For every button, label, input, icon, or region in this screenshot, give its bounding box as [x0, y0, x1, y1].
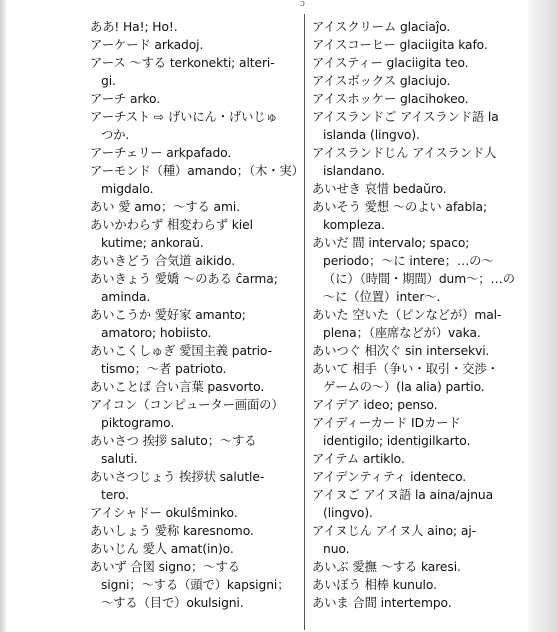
entry-continuation-line: piktogramo. — [101, 416, 175, 430]
entry-line: あいせき 哀惜 bedaŭro. — [312, 182, 447, 196]
entry-line: あいそう 愛想 ～のよい afabla; — [312, 200, 487, 214]
entry-line: あいぼう 相棒 kunulo. — [312, 578, 437, 592]
entry-continuation-line: つか. — [101, 128, 130, 142]
entry-line: アイスランドじん アイスランド人 — [312, 146, 497, 160]
entry-continuation-line: saluti. — [101, 452, 138, 466]
entry-line: あいつぐ 相次ぐ sin intersekvi. — [312, 344, 490, 358]
entry-continuation-line: ～する（目で）okulsigni. — [101, 596, 244, 610]
entry-line: あいた 空いた（ピンなどが）mal- — [312, 308, 502, 322]
entry-continuation-line: periodo；～に intere；…の～ — [323, 254, 494, 268]
entry-line: あい 愛 amo；～する ami. — [90, 200, 240, 214]
entry-continuation-line: plena；（座席などが）vaka. — [323, 326, 481, 340]
entry-continuation-line: kutime; ankoraŭ. — [101, 236, 204, 250]
entry-line: アイスコーヒー glaciigita kafo. — [312, 38, 488, 52]
entry-continuation-line: ゲームの～）(la alia) partio. — [323, 380, 485, 394]
entry-continuation-line: gi. — [101, 74, 116, 88]
entry-line: アイテム artiklo. — [312, 452, 405, 466]
entry-line: あいきどう 合気道 aikido. — [90, 254, 236, 268]
page-top-mark: ɔ — [300, 0, 305, 9]
entry-line: アイヌご アイヌ語 la aina/ajnua — [312, 488, 494, 502]
entry-line: アース ～する terkonekti; alteri- — [90, 56, 275, 70]
entry-continuation-line: signi；～する（頭で）kapsigni； — [101, 578, 290, 592]
entry-line: アーケード arkadoj. — [90, 38, 204, 52]
entry-line: あいこうか 愛好家 amanto; — [90, 308, 246, 322]
entry-line: あいきょう 愛嬌 ～のある ĉarma; — [90, 272, 278, 286]
entry-line: あいぶ 愛撫 ～する karesi. — [312, 560, 461, 574]
entry-line: アーチスト ⇨ げいにん・げいじゅ — [90, 110, 278, 124]
entry-continuation-line: amatoro; hobiisto. — [101, 326, 212, 340]
entry-line: アイスランドご アイスランド語 la — [312, 110, 499, 124]
entry-line: アイディーカード IDカード — [312, 416, 461, 430]
entry-line: あいかわらず 相変わらず kiel — [90, 218, 253, 232]
viewer-right-edge — [528, 0, 558, 632]
entry-line: アーモンド（種）amando；（木・実） — [90, 164, 304, 178]
entry-continuation-line: identigilo; identigilkarto. — [323, 434, 471, 448]
column-divider — [304, 14, 305, 630]
entry-line: あいま 合間 intertempo. — [312, 596, 452, 610]
right-column — [312, 18, 526, 612]
left-column — [90, 18, 304, 612]
entry-line: アイコン（コンピューター画面の） — [90, 398, 284, 412]
entry-continuation-line: (lingvo). — [323, 506, 373, 520]
entry-line: あいて 相手（争い・取引・交渉・ — [312, 362, 499, 376]
entry-line: アイスホッケー glacihokeo. — [312, 92, 469, 106]
entry-line: アーチ arko. — [90, 92, 161, 106]
entry-line: あいしょう 愛称 karesnomo. — [90, 524, 254, 538]
entry-continuation-line: tero. — [101, 488, 129, 502]
entry-continuation-line: ～に（位置）inter～. — [323, 290, 441, 304]
entry-line: アイスクリーム glaciaĵo. — [312, 20, 451, 34]
entry-line: アイデンティティ identeco. — [312, 470, 467, 484]
entry-line: あいことば 合い言葉 pasvorto. — [90, 380, 265, 394]
entry-line: アイスティー glaciigita teo. — [312, 56, 469, 70]
entry-line: アイデア ideo; penso. — [312, 398, 438, 412]
entry-line: あいだ 間 intervalo; spaco; — [312, 236, 470, 250]
entry-line: あいさつじょう 挨拶状 salutle- — [90, 470, 265, 484]
entry-continuation-line: （に）（時間・期間）dum～；…の — [323, 272, 515, 286]
entry-line: あいこくしゅぎ 愛国主義 patrio- — [90, 344, 272, 358]
entry-line: あいじん 愛人 amat(in)o. — [90, 542, 234, 556]
entry-line: ああ! Ha!; Ho!. — [90, 20, 178, 34]
entry-continuation-line: kompleza. — [323, 218, 385, 232]
entry-continuation-line: nuo. — [323, 542, 350, 556]
entry-line: アーチェリー arkpafado. — [90, 146, 232, 160]
entry-continuation-line: islanda (lingvo). — [323, 128, 420, 142]
entry-line: あいず 合図 signo；～する — [90, 560, 240, 574]
entry-line: アイシャドー okulŝminko. — [90, 506, 238, 520]
entry-line: あいさつ 挨拶 saluto；～する — [90, 434, 257, 448]
entry-line: アイスボックス glaciujo. — [312, 74, 451, 88]
dictionary-page — [6, 0, 528, 632]
entry-line: アイヌじん アイヌ人 aino; aj- — [312, 524, 476, 538]
entry-continuation-line: islandano. — [323, 164, 385, 178]
entry-continuation-line: migdalo. — [101, 182, 154, 196]
entry-continuation-line: tismo；～者 patrioto. — [101, 362, 227, 376]
entry-continuation-line: aminda. — [101, 290, 151, 304]
